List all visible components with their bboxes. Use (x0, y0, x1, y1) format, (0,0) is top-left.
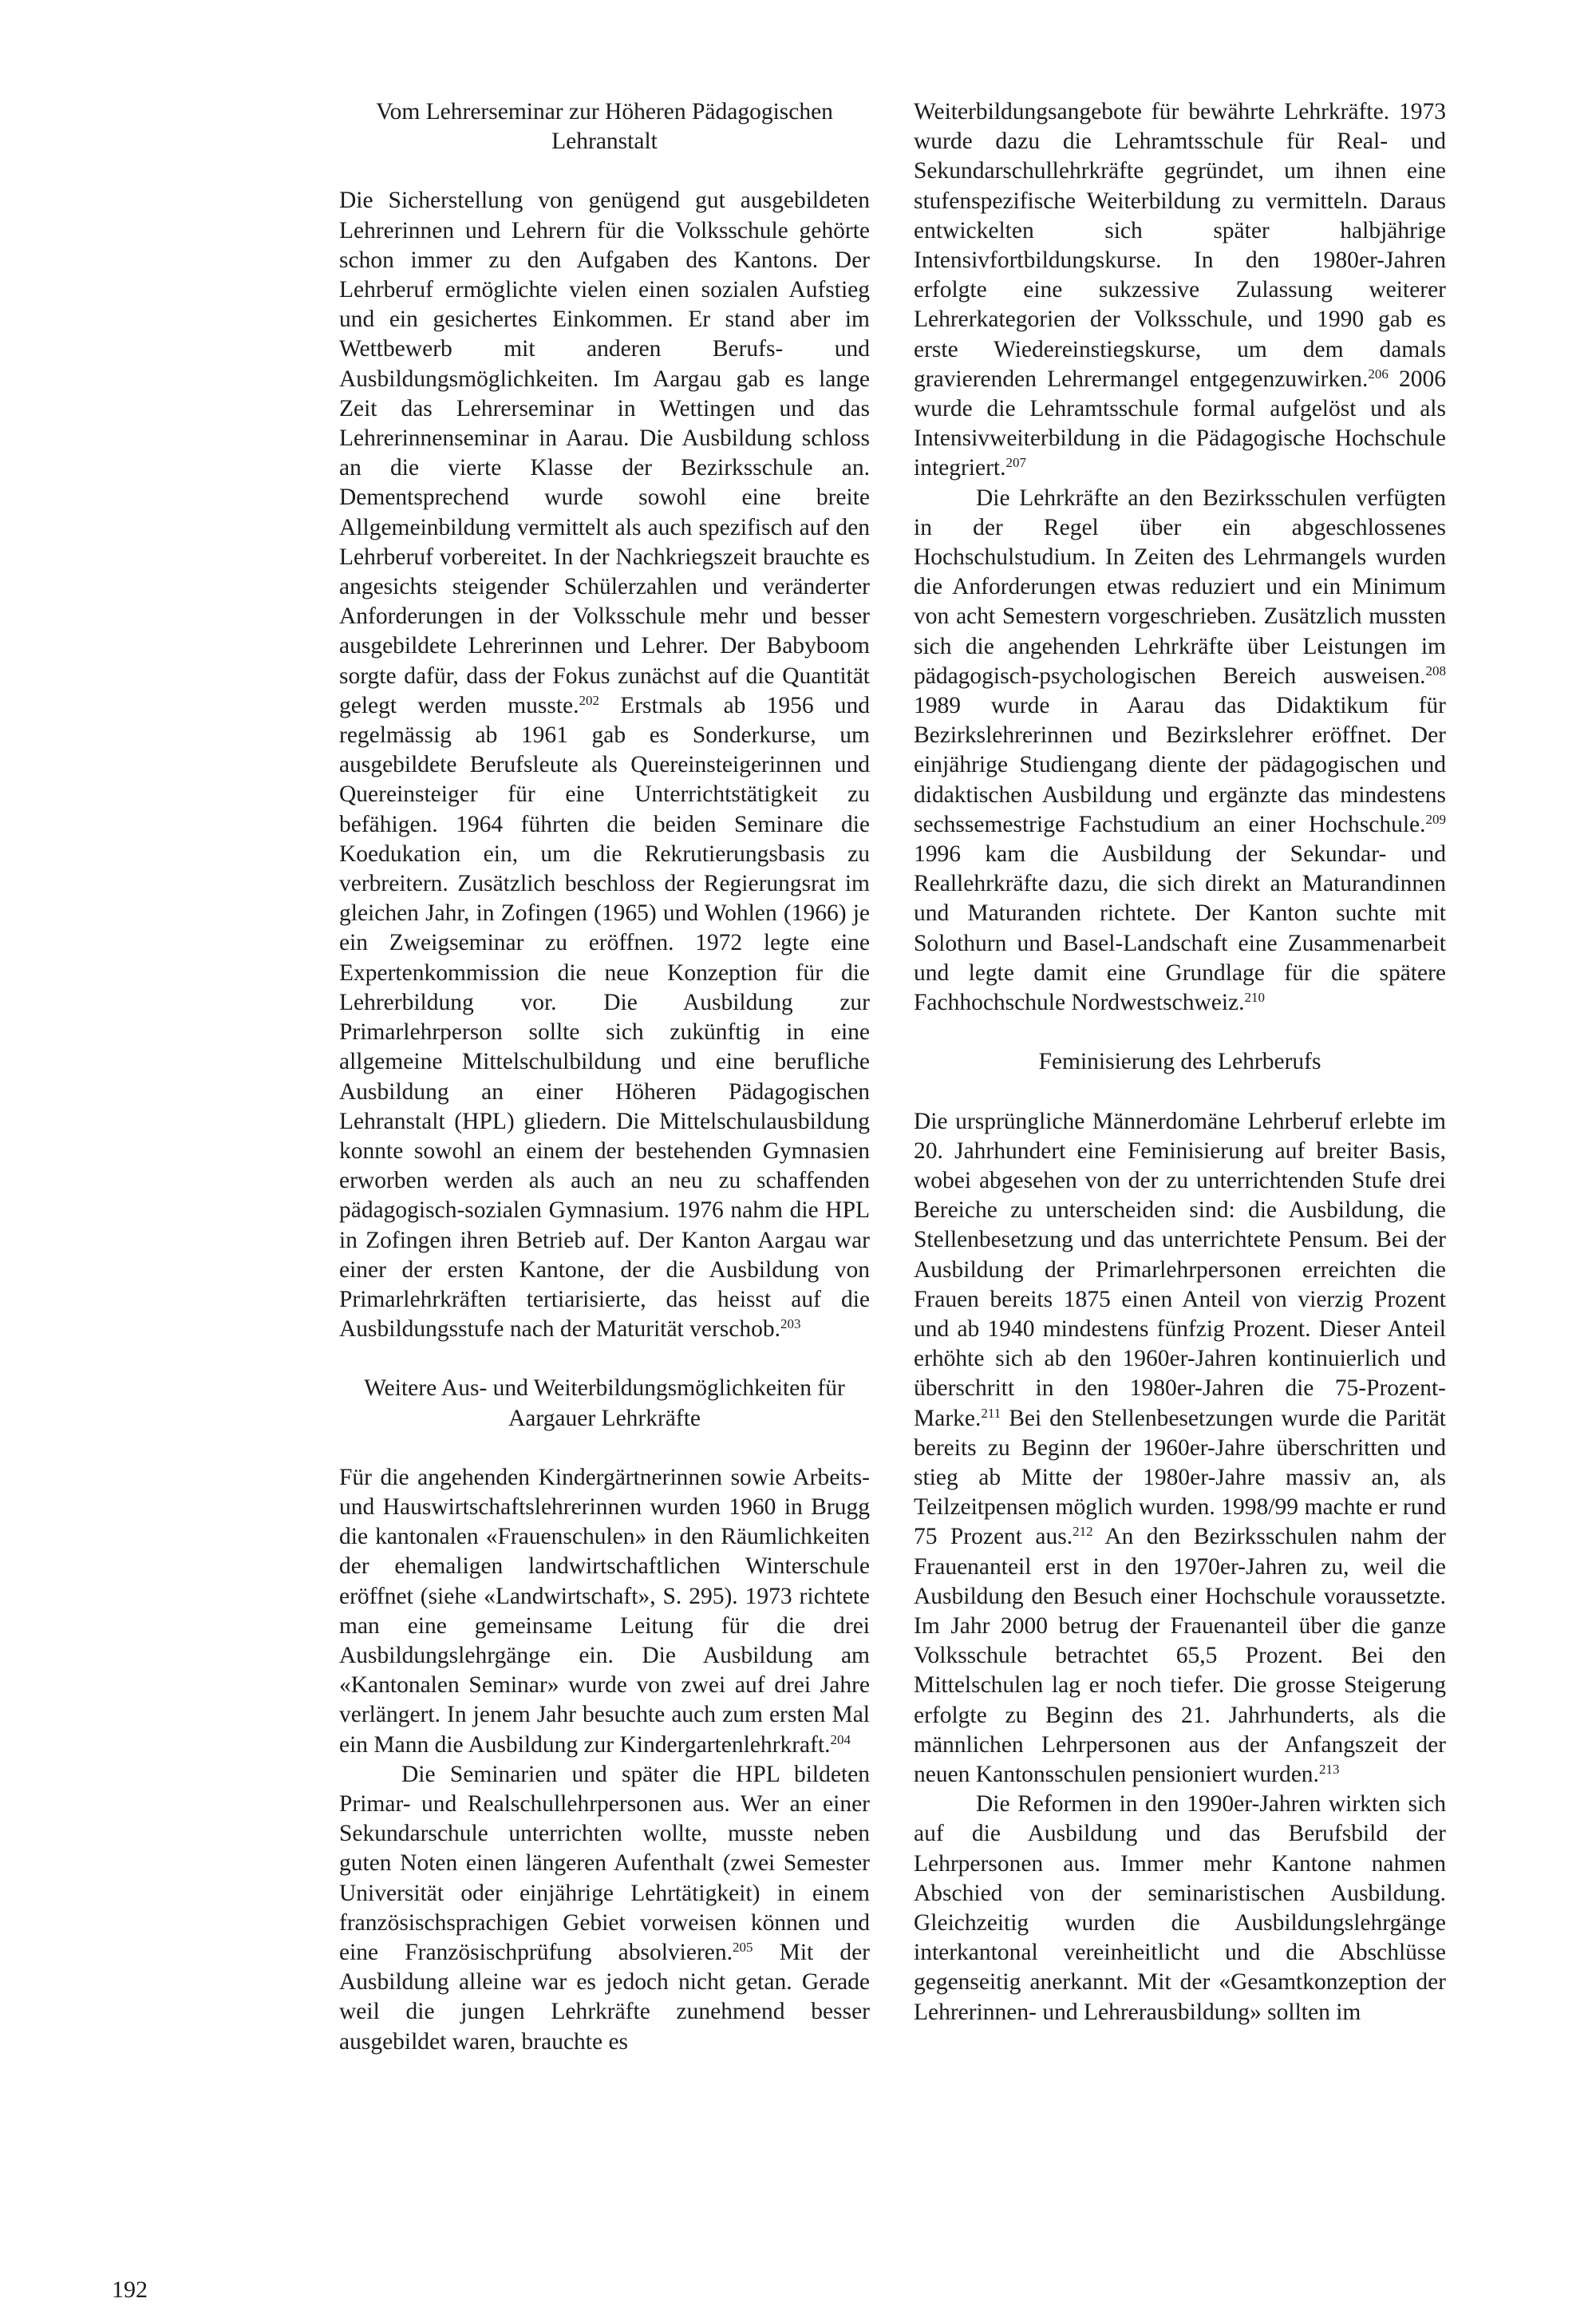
footnote-ref[interactable]: 213 (1318, 1761, 1340, 1777)
text-run: Die Reformen in den 1990er-Jahren wirkten sich auf die Ausbildung und das Berufsbild der Lehrpersonen aus. Immer mehr Kantone nahmen Abschied von der seminaristischen Ausbildung. Gleichzeitig wurden die Ausbildungslehrgänge interkantonal vereinheitlicht und die Abschlüsse gegenseitig anerkannt. Mit der «Gesamtkonzeption der Lehrerinnen- und Lehrerausbildung» sollten im (914, 1791, 1446, 2025)
footnote-ref[interactable]: 209 (1425, 811, 1446, 827)
text-run: Bei den Stellenbesetzungen wurde die Parität bereits zu Beginn der 1960er-Jahre überschritten und stieg ab Mitte der 1980er-Jahre massiv an, als Teilzeitpensen möglich wurden. 1998/99 machte er rund 75 Prozent aus. (914, 1405, 1446, 1550)
footnote-ref[interactable]: 207 (1005, 455, 1026, 471)
text-run: Die Lehrkräfte an den Bezirksschulen verfügten in der Regel über ein abgeschlossenes Hochschulstudium. In Zeiten des Lehrmangels wurden die Anforderungen etwas reduziert und ein Minimum von acht Semestern vorgeschrieben. Zusätzlich mussten sich die angehenden Lehrkräfte über Leistungen im pädagogisch-psychologischen Bereich ausweisen. (914, 485, 1446, 689)
footnote-ref[interactable]: 212 (1073, 1524, 1093, 1540)
section-heading-seminar: Vom Lehrerseminar zur Höheren Pädagogischen Lehranstalt (376, 99, 833, 155)
section-heading-weiterbildung: Weitere Aus- und Weiterbildungsmöglichkeiten für Aargauer Lehrkräfte (364, 1375, 845, 1431)
footnote-ref[interactable]: 204 (830, 1731, 851, 1747)
text-run: Die ursprüngliche Männerdomäne Lehrberuf erlebte im 20. Jahrhundert eine Feminisierung auf breiter Basis, wobei abgesehen von der zu unterrichtenden Stufe drei Bereiche zu unterscheiden sind: die Ausbildung, die Stellenbesetzung und das unterrichtete Pensum. Bei der Ausbildung der Primarlehrpersonen erreichten die Frauen bereits 1875 einen Anteil von vierzig Prozent und ab 1940 mindestens fünfzig Prozent. Dieser Anteil erhöhte sich ab den 1960er-Jahren kontinuierlich und überschritt in den 1980er-Jahren die 75-Prozent-Marke. (914, 1108, 1446, 1431)
right-column (914, 97, 1446, 2027)
paragraph (914, 484, 1446, 1019)
text-run: Weiterbildungsangebote für bewährte Lehrkräfte. 1973 wurde dazu die Lehramtsschule für Real- und Sekundarschullehrkräfte gegründet, um ihnen eine stufenspezifische Weiterbildung zu vermitteln. Daraus entwickelten sich später halbjährige Intensivfortbildungskurse. In den 1980er-Jahren erfolgte eine sukzessive Zulassung weiterer Lehrerkategorien der Volksschule, und 1990 gab es erste Wiedereinstiegskurse, um dem damals gravierenden Lehrermangel entgegenzuwirken. (914, 99, 1446, 392)
paragraph (914, 1107, 1446, 1790)
footnote-ref[interactable]: 202 (579, 692, 600, 708)
text-run: Für die angehenden Kindergärtnerinnen sowie Arbeits- und Hauswirtschaftslehrerinnen wurden 1960 in Brugg die kantonalen «Frauenschulen» in den Räumlichkeiten der ehemaligen landwirtschaftlichen Winterschule eröffnet (siehe «Landwirtschaft», S. 295). 1973 richtete man eine gemeinsame Leitung für die drei Ausbildungslehrgänge ein. Die Ausbildung am «Kantonalen Seminar» wurde von zwei auf drei Jahre verlängert. In jenem Jahr besuchte auch zum ersten Mal ein Mann die Ausbildung zur Kindergartenlehrkraft. (339, 1464, 870, 1758)
section-heading-feminisierung: Feminisierung des Lehrberufs (1038, 1049, 1321, 1075)
text-run: 2006 wurde die Lehramtsschule formal aufgelöst und als Intensivweiterbildung in die Pädagogische Hochschule integriert. (914, 366, 1447, 481)
footnote-ref[interactable]: 208 (1425, 663, 1446, 678)
text-run: Mit der Ausbildung alleine war es jedoch nicht getan. Gerade weil die jungen Lehrkräfte zunehmend besser ausgebildet waren, brauchte es (339, 1939, 870, 2055)
text-run: An den Bezirksschulen nahm der Frauenanteil erst in den 1970er-Jahren zu, weil die Ausbildung den Besuch einer Hochschule voraussetzte. Im Jahr 2000 betrug der Frauenanteil über die ganze Volksschule betrachtet 65,5 Prozent. Bei den Mittelschulen lag er noch tiefer. Die grosse Steigerung erfolgte zu Beginn des 21. Jahrhunderts, als die männlichen Lehrpersonen aus der Anfangszeit der neuen Kantonsschulen pensioniert wurden. (914, 1524, 1446, 1787)
left-column (339, 97, 870, 2057)
footnote-ref[interactable]: 206 (1368, 366, 1389, 382)
paragraph (339, 186, 870, 1344)
footnote-ref[interactable]: 211 (981, 1405, 1001, 1421)
text-run: 1996 kam die Ausbildung der Sekundar- und Reallehrkräfte dazu, die sich direkt an Maturandinnen und Maturanden richtete. Der Kanton suchte mit Solothurn und Basel-Landschaft eine Zusammenarbeit und legte damit eine Grundlage für die spätere Fachhochschule Nordwestschweiz. (914, 841, 1446, 1016)
footnote-ref[interactable]: 203 (780, 1316, 801, 1332)
paragraph (914, 1790, 1446, 2027)
text-run: Die Seminarien und später die HPL bildeten Primar- und Realschullehrpersonen aus. Wer an einer Sekundarschule unterrichten wollte, musste neben guten Noten einen längeren Aufenthalt (zwei Semester Universität oder einjährige Lehrtätigkeit) in einem französischsprachigen Gebiet vorweisen können und eine Französischprüfung absolvieren. (339, 1761, 870, 1965)
text-run: Erstmals ab 1956 und regelmässig ab 1961 gab es Sonderkurse, um ausgebildete Berufsleute als Quereinsteigerinnen und Quereinsteiger für eine Unterrichtstätigkeit zu befähigen. 1964 führten die beiden Seminare die Koedukation ein, um die Rekrutierungsbasis zu verbreitern. Zusätzlich beschloss der Regierungsrat im gleichen Jahr, in Zofingen (1965) und Wohlen (1966) je ein Zweigseminar zu eröffnen. 1972 legte eine Expertenkommission die neue Konzeption für die Lehrerbildung vor. Die Ausbildung zur Primarlehrperson sollte sich zukünftig in eine allgemeine Mittelschulbildung und eine berufliche Ausbildung an einer Höheren Pädagogischen Lehranstalt (HPL) gliedern. Die Mittelschulausbildung konnte sowohl an einem der bestehenden Gymnasien erworben werden als auch an neu zu schaffenden pädagogisch-sozialen Gymnasium. 1976 nahm die HPL in Zofingen ihren Betrieb auf. Der Kanton Aargau war einer der ersten Kantone, der die Ausbildung von Primarlehrkräften tertiarisierte, das heisst auf die Ausbildungsstufe nach der Maturität verschob. (339, 692, 870, 1343)
paragraph (339, 1463, 870, 1760)
paragraph (339, 1760, 870, 2057)
text-run: 1989 wurde in Aarau das Didaktikum für Bezirkslehrerinnen und Bezirkslehrer eröffnet. Der einjährige Studiengang diente der pädagogischen und didaktischen Ausbildung und ergänzte das mindestens sechssemestrige Fachstudium an einer Hochschule. (914, 693, 1446, 837)
footnote-ref[interactable]: 210 (1244, 990, 1266, 1006)
page-number: 192 (112, 2277, 148, 2303)
text-run: Die Sicherstellung von genügend gut ausgebildeten Lehrerinnen und Lehrern für die Volksschule gehörte schon immer zu den Aufgaben des Kantons. Der Lehrberuf ermöglichte vielen einen sozialen Aufstieg und ein gesichertes Einkommen. Er stand aber im Wettbewerb mit anderen Berufs- und Ausbildungsmöglichkeiten. Im Aargau gab es lange Zeit das Lehrerseminar in Wettingen und das Lehrerinnenseminar in Aarau. Die Ausbildung schloss an die vierte Klasse der Bezirksschule an. Dementsprechend wurde sowohl eine breite Allgemeinbildung vermittelt als auch spezifisch auf den Lehrberuf vorbereitet. In der Nachkriegszeit brauchte es angesichts steigender Schülerzahlen und veränderter Anforderungen in der Volksschule mehr und besser ausgebildete Lehrerinnen und Lehrer. Der Babyboom sorgte dafür, dass der Fokus zunächst auf die Quantität gelegt werden musste. (339, 188, 870, 718)
footnote-ref[interactable]: 205 (733, 1939, 753, 1955)
paragraph (914, 97, 1446, 484)
